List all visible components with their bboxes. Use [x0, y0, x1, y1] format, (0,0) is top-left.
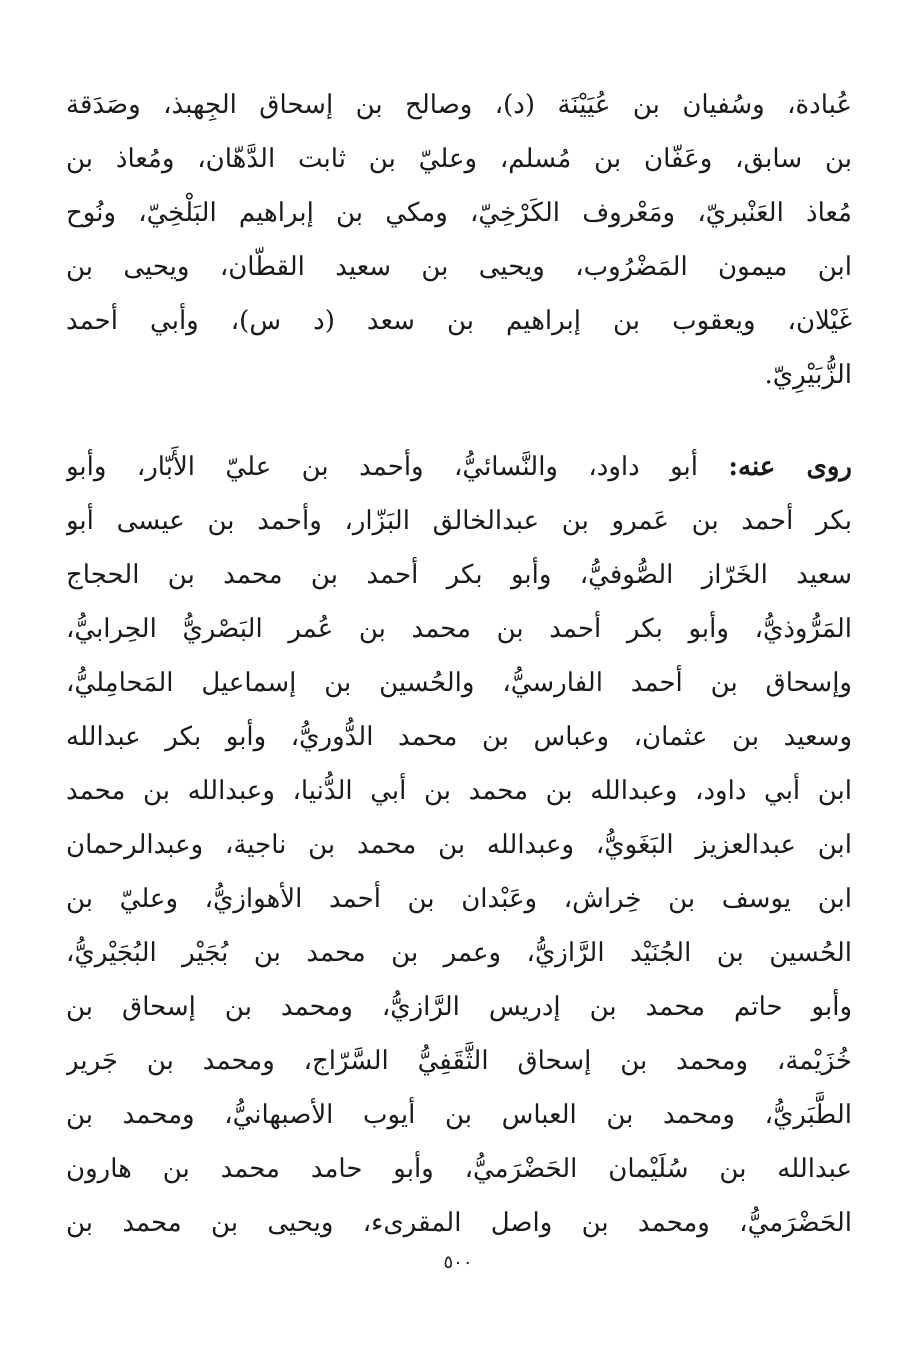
- text-line: ابن أبي داود، وعبدالله بن محمد بن أبي الدُّنيا، وعبدالله بن محمد: [66, 776, 852, 806]
- paragraph-narrators-continued: [66, 78, 852, 402]
- text-line: خُزَيْمة، ومحمد بن إسحاق الثَّقَفِيُّ السَّرّاج، ومحمد بن جَرير: [66, 1046, 852, 1076]
- text-line: ابن عبدالعزيز البَغَويُّ، وعبدالله بن محمد بن ناجية، وعبدالرحمان: [66, 830, 852, 860]
- text-line: ابن ميمون المَضْرُوب، ويحيى بن سعيد القطّان، ويحيى بن: [66, 252, 852, 282]
- text-fragment: أبو داود، والنَّسائيُّ، وأحمد بن عليّ الأَبّار، وأبو: [66, 452, 729, 482]
- paragraph-narrated-from-him: [66, 440, 852, 1250]
- text-line: غَيْلان، ويعقوب بن إبراهيم بن سعد (د س)، وأبي أحمد: [66, 306, 852, 336]
- text-line: مُعاذ العَنْبريّ، ومَعْروف الكَرْخِيّ، ومكي بن إبراهيم البَلْخِيّ، ونُوح: [66, 198, 852, 228]
- section-lead-label: روى عنه:: [728, 452, 852, 482]
- text-line: الطَّبَريُّ، ومحمد بن العباس بن أيوب الأصبهانيُّ، ومحمد بن: [66, 1100, 852, 1130]
- page-number: ٥٠٠: [443, 1252, 473, 1273]
- text-line: ابن يوسف بن خِراش، وعَبْدان بن أحمد الأهوازيُّ، وعليّ بن: [66, 884, 852, 914]
- text-line: الزُّبَيْرِيّ.: [764, 360, 852, 390]
- text-line: الحَضْرَميُّ، ومحمد بن واصل المقرىء، ويحيى بن محمد بن: [66, 1208, 852, 1238]
- text-line: سعيد الخَرّاز الصُّوفيُّ، وأبو بكر أحمد بن محمد بن الحجاج: [66, 560, 852, 590]
- text-line: وسعيد بن عثمان، وعباس بن محمد الدُّوريُّ، وأبو بكر عبدالله: [66, 722, 852, 752]
- text-line: عُبادة، وسُفيان بن عُيَيْنَة (د)، وصالح بن إسحاق الجِهبذ، وصَدَقة: [66, 90, 852, 120]
- text-line-first: [66, 440, 852, 494]
- text-line: المَرُّوذيُّ، وأبو بكر أحمد بن محمد بن عُمر البَصْريُّ الحِرابيُّ،: [66, 614, 852, 644]
- text-line: بن سابق، وعَفّان بن مُسلم، وعليّ بن ثابت الدَّهّان، ومُعاذ بن: [66, 144, 852, 174]
- text-line: بكر أحمد بن عَمرو بن عبدالخالق البَزّار، وأحمد بن عيسى أبو: [66, 506, 852, 536]
- text-line: وأبو حاتم محمد بن إدريس الرَّازيُّ، ومحمد بن إسحاق بن: [66, 992, 852, 1022]
- text-line: عبدالله بن سُلَيْمان الحَضْرَميُّ، وأبو حامد محمد بن هارون: [66, 1154, 852, 1184]
- text-line: وإسحاق بن أحمد الفارسيُّ، والحُسين بن إسماعيل المَحامِليُّ،: [66, 668, 852, 698]
- text-line: الحُسين بن الجُنَيْد الرَّازيُّ، وعمر بن محمد بن بُجَيْر البُجَيْريُّ،: [66, 938, 852, 968]
